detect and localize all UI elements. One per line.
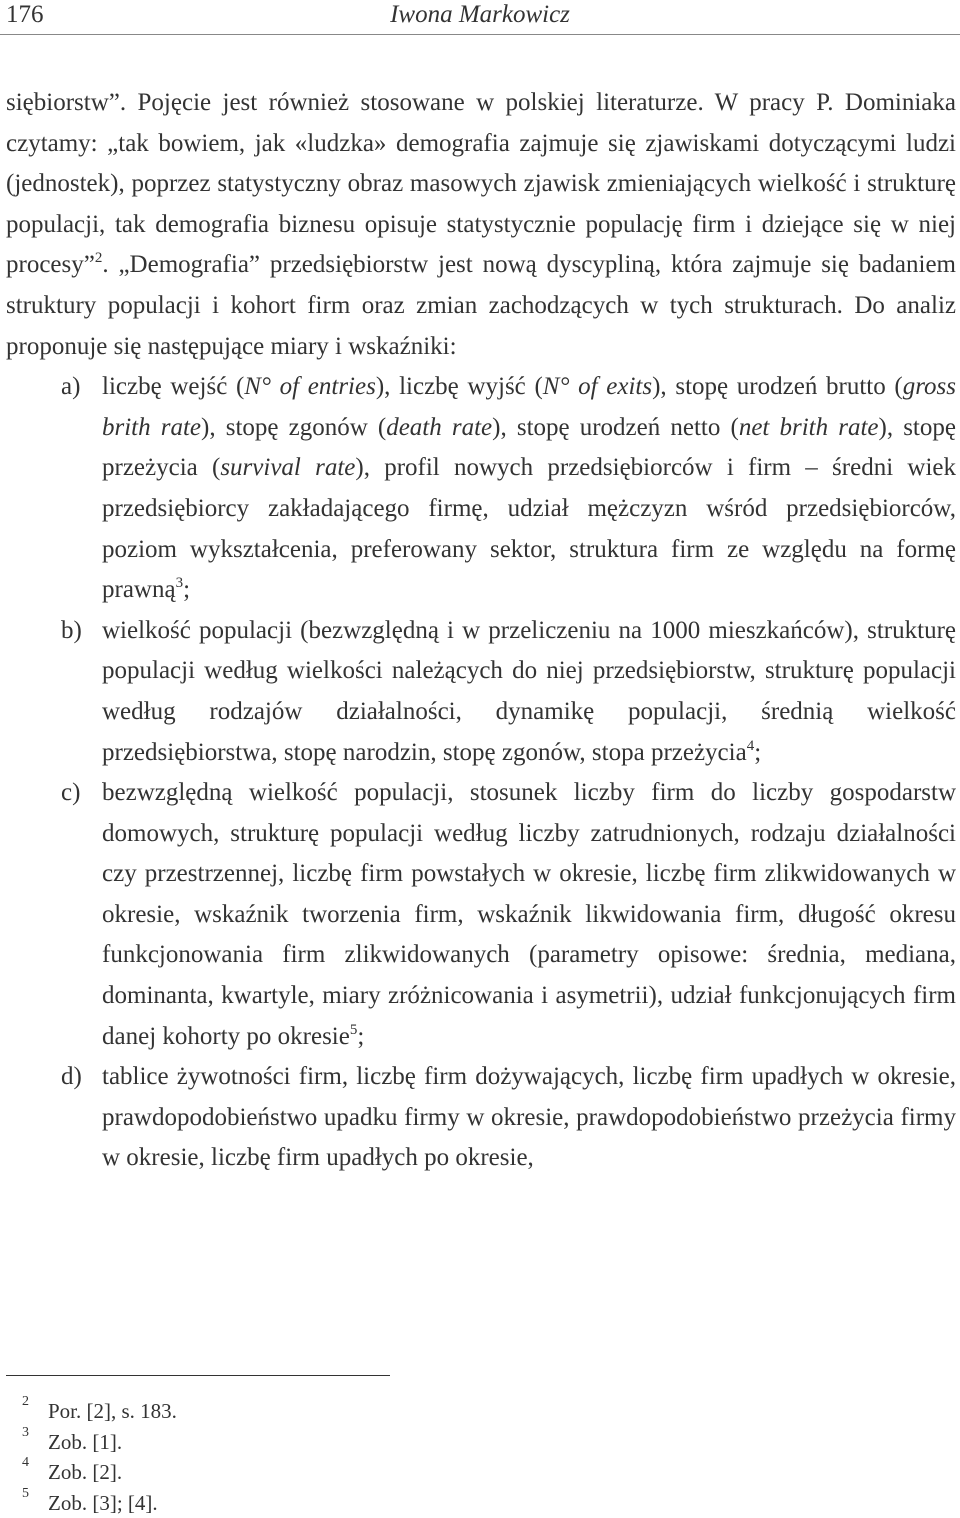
measures-list bbox=[6, 367, 956, 1179]
english-term: death rate bbox=[386, 414, 492, 441]
footnote-ref: 2 bbox=[95, 250, 103, 266]
item-text: wielkość populacji (bezwzględną i w przeliczeniu na 1000 mieszkańców), strukturę populacji według wielkości należących do niej przedsiębiorstw, strukturę populacji według rodzajów działalności, dynamikę populacji, średnią wielkość przedsiębiorstwa, stopę narodzin, stopę zgonów, stopa przeżycia bbox=[102, 617, 956, 766]
english-term: survival rate bbox=[220, 454, 355, 481]
footnote-text: Zob. [3]; [4]. bbox=[48, 1491, 158, 1515]
list-marker: b) bbox=[61, 611, 82, 652]
list-item bbox=[6, 367, 956, 611]
list-marker: d) bbox=[61, 1057, 82, 1098]
item-text: bezwzględną wielkość populacji, stosunek liczby firm do liczby gospodarstw domowych, strukturę populacji według liczby zatrudnionych, rodzaju działalności czy przestrzennej, liczbę firm powstałych w okresie, liczbę firm zlikwidowanych w okresie, wskaźnik tworzenia firm, wskaźnik likwidowania firm, długość okresu funkcjonowania firm zlikwidowanych (parametry opisowe: średnia, mediana, dominanta, kwartyle, miary zróżnicowania i asymetrii), udział funkcjonujących firm danej kohorty po okresie bbox=[102, 779, 956, 1050]
footnote-number: 4 bbox=[22, 1453, 29, 1473]
footnote-ref: 4 bbox=[747, 738, 755, 754]
page-number: 176 bbox=[6, 0, 44, 30]
item-text: ), stopę urodzeń netto ( bbox=[492, 414, 739, 441]
body-text bbox=[6, 83, 956, 1179]
footnote-rule bbox=[6, 1375, 390, 1376]
english-term: net brith rate bbox=[739, 414, 879, 441]
list-marker: c) bbox=[61, 773, 80, 814]
header-rule bbox=[0, 34, 960, 35]
item-text: ), liczbę wyjść ( bbox=[376, 373, 543, 400]
running-head: Iwona Markowicz bbox=[0, 0, 960, 30]
footnote-text: Zob. [2]. bbox=[48, 1460, 122, 1484]
footnote-number: 5 bbox=[22, 1484, 29, 1504]
item-text: ; bbox=[754, 739, 761, 766]
paragraph bbox=[6, 83, 956, 367]
list-marker: a) bbox=[61, 367, 80, 408]
item-text: liczbę wejść ( bbox=[102, 373, 244, 400]
footnote-number: 2 bbox=[22, 1392, 29, 1412]
item-text: ; bbox=[183, 576, 190, 603]
item-text: ), stopę zgonów ( bbox=[201, 414, 386, 441]
paragraph-text: . „Demografia” przedsiębiorstw jest nową dyscypliną, która zajmuje się badaniem struktury populacji i kohort firm oraz zmian zachodzących w tych strukturach. Do analiz proponuje się następujące miary i wskaźniki: bbox=[6, 251, 956, 359]
english-term: N° of entries bbox=[244, 373, 376, 400]
footnote bbox=[22, 1488, 177, 1518]
item-text: ), stopę przeżycia ( bbox=[102, 414, 956, 482]
english-term: gross brith rate bbox=[102, 373, 956, 441]
item-text: ; bbox=[357, 1023, 364, 1050]
footnote bbox=[22, 1457, 177, 1488]
list-item bbox=[6, 1057, 956, 1179]
footnote-text: Zob. [1]. bbox=[48, 1430, 122, 1454]
footnote-ref: 3 bbox=[176, 575, 184, 591]
page-header bbox=[0, 0, 960, 34]
footnote-number: 3 bbox=[22, 1423, 29, 1443]
list-item bbox=[6, 773, 956, 1057]
footnote bbox=[22, 1396, 177, 1427]
item-text: ), stopę urodzeń brutto ( bbox=[652, 373, 903, 400]
footnotes bbox=[22, 1396, 177, 1518]
english-term: N° of exits bbox=[543, 373, 652, 400]
footnote-text: Por. [2], s. 183. bbox=[48, 1399, 177, 1423]
item-text: ), profil nowych przedsiębiorców i firm – średni wiek przedsiębiorcy zakładającego firmę, udział mężczyzn wśród przedsiębiorców, poziom wykształcenia, preferowany sektor, struktura firm ze względu na formę prawną bbox=[102, 454, 956, 603]
footnote bbox=[22, 1427, 177, 1458]
footnote-ref: 5 bbox=[350, 1022, 358, 1038]
item-text: tablice żywotności firm, liczbę firm dożywających, liczbę firm upadłych w okresie, prawdopodobieństwo upadku firmy w okresie, prawdopodobieństwo przeżycia firmy w okresie, liczbę firm upadłych po okresie, bbox=[102, 1063, 956, 1171]
list-item bbox=[6, 611, 956, 773]
paragraph-text: siębiorstw”. Pojęcie jest również stosowane w polskiej literaturze. W pracy P. Dominiaka czytamy: „tak bowiem, jak «ludzka» demografia zajmuje się zjawiskami dotyczącymi ludzi (jednostek), poprzez statystyczny obraz masowych zjawisk zmieniających wielkość i strukturę populacji, tak demografia biznesu opisuje statystycznie populację firm i dziejące się w niej procesy” bbox=[6, 89, 956, 278]
